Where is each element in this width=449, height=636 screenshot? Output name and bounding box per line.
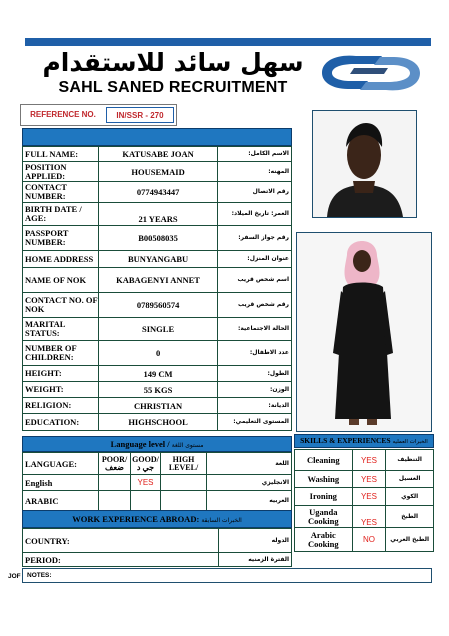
full-body-person-icon [297, 233, 431, 431]
field-label: PASSPORT NUMBER: [23, 226, 99, 251]
table-row [23, 366, 292, 382]
field-label: POSITION APPLIED: [23, 162, 99, 182]
portrait-person-icon [313, 111, 416, 217]
reference-label: REFERENCE NO. [30, 110, 96, 119]
field-value: SINGLE [98, 318, 217, 341]
field-label: BIRTH DATE / AGE: [23, 203, 99, 226]
work-field-label-arabic: الدوله [219, 529, 292, 553]
form-header-band [22, 128, 292, 146]
skill-name-arabic: الغسيل [386, 471, 434, 488]
skill-name: Washing [295, 471, 353, 488]
language-high-header: HIGH LEVEL/ [161, 453, 207, 475]
language-poor-cell [99, 475, 131, 491]
field-label-arabic: رقم جواز السفر: [218, 226, 292, 251]
table-row [295, 528, 434, 552]
work-field-label-arabic: الفترة الزمنيه [219, 553, 292, 567]
language-band-label: Language level / [110, 439, 170, 449]
table-row [23, 553, 292, 567]
table-row [23, 147, 292, 162]
field-label: RELIGION: [23, 398, 99, 414]
table-row [295, 506, 434, 528]
table-row [23, 341, 292, 366]
table-row [23, 398, 292, 414]
field-value: 0 [98, 341, 217, 366]
field-label-arabic: الحالة الاجتماعية: [218, 318, 292, 341]
field-value: 55 KGS [98, 382, 217, 398]
applicant-info-table [22, 146, 292, 431]
field-label: EDUCATION: [23, 414, 99, 431]
field-label: NAME OF NOK [23, 268, 99, 293]
field-value: B00508035 [98, 226, 217, 251]
skills-band-label: SKILLS & EXPERIENCES [300, 436, 391, 445]
language-table [22, 452, 292, 511]
field-label-arabic: رقم شخص قريب [218, 293, 292, 318]
work-field-label: PERIOD: [23, 553, 219, 567]
field-label-arabic: العمر: تاريخ الميلاد: [218, 203, 292, 226]
field-value: 149 CM [98, 366, 217, 382]
table-row [295, 488, 434, 506]
table-row [23, 293, 292, 318]
work-experience-band [22, 510, 292, 528]
field-label: WEIGHT: [23, 382, 99, 398]
language-name: ARABIC [23, 491, 99, 511]
skills-band-label-arabic: الخبرات العمليه [392, 439, 428, 445]
field-label-arabic: الديانة: [218, 398, 292, 414]
field-value: 0774943447 [98, 182, 217, 203]
field-label-arabic: اسم شخص قريب [218, 268, 292, 293]
field-value: 0789560574 [98, 293, 217, 318]
table-row [23, 529, 292, 553]
table-row [295, 450, 434, 471]
language-band-label-arabic: مستوى اللغة [171, 442, 204, 449]
notes-field: NOTES: [22, 568, 432, 583]
skill-answer: NO [352, 528, 386, 552]
field-value: KABAGENYI ANNET [98, 268, 217, 293]
skill-answer: YES [352, 506, 386, 528]
language-poor-cell [99, 491, 131, 511]
skill-name-arabic: الطبخ [386, 506, 434, 528]
skill-name: Arabic Cooking [295, 528, 353, 552]
company-name-arabic: سهل سائد للاستقدام [42, 48, 304, 77]
reference-value: IN/SSR - 270 [106, 107, 174, 123]
skill-answer: YES [352, 471, 386, 488]
field-label-arabic: الوزن: [218, 382, 292, 398]
field-label: MARITAL STATUS: [23, 318, 99, 341]
skill-answer: YES [352, 450, 386, 471]
skill-name: Cleaning [295, 450, 353, 471]
table-row [23, 453, 292, 475]
field-value: HIGHSCHOOL [98, 414, 217, 431]
table-row [23, 414, 292, 431]
field-value: CHRISTIAN [98, 398, 217, 414]
field-label-arabic: المهنه: [218, 162, 292, 182]
skill-name-arabic: الكوي [386, 488, 434, 506]
field-label: HEIGHT: [23, 366, 99, 382]
language-good-cell [131, 491, 161, 511]
table-row [23, 475, 292, 491]
notes-prefix: JOF [8, 573, 21, 580]
work-experience-table [22, 528, 292, 567]
language-poor-header: POOR/ ضعف [99, 453, 131, 475]
table-row [23, 182, 292, 203]
field-label: HOME ADDRESS [23, 251, 99, 268]
company-logo-icon [316, 50, 426, 96]
company-name-english: SAHL SANED RECRUITMENT [58, 79, 288, 96]
skill-name-arabic: الطبخ العربي [386, 528, 434, 552]
table-row [23, 491, 292, 511]
table-row [23, 251, 292, 268]
skill-answer: YES [352, 488, 386, 506]
skill-name-arabic: التنظيف [386, 450, 434, 471]
language-name: English [23, 475, 99, 491]
language-high-cell [161, 475, 207, 491]
work-band-label-arabic: الخبرات السابقة [201, 517, 242, 524]
field-label-arabic: عنوان المنزل: [218, 251, 292, 268]
work-band-label: WORK EXPERIENCE ABROAD: [72, 514, 200, 524]
full-body-photo [296, 232, 432, 432]
language-high-cell [161, 491, 207, 511]
field-label: CONTACT NO. OF NOK [23, 293, 99, 318]
table-row [23, 226, 292, 251]
table-row [23, 203, 292, 226]
language-name-arabic: الانجليزي [207, 475, 292, 491]
table-row [23, 162, 292, 182]
field-label: FULL NAME: [23, 147, 99, 162]
field-label-arabic: رقم الاتصال [218, 182, 292, 203]
table-row [295, 471, 434, 488]
language-header-label: LANGUAGE: [23, 453, 99, 475]
table-row [23, 268, 292, 293]
table-row [23, 318, 292, 341]
field-label-arabic: الاسم الكامل: [218, 147, 292, 162]
language-level-band [22, 436, 292, 452]
field-label-arabic: المستوى التعليمي: [218, 414, 292, 431]
work-field-label: COUNTRY: [23, 529, 219, 553]
language-name-arabic: العربيه [207, 491, 292, 511]
portrait-photo [312, 110, 417, 218]
skill-name: Uganda Cooking [295, 506, 353, 528]
field-value: BUNYANGABU [98, 251, 217, 268]
language-good-cell: YES [131, 475, 161, 491]
field-label: NUMBER OF CHILDREN: [23, 341, 99, 366]
field-value: KATUSABE JOAN [98, 147, 217, 162]
field-value: 21 YEARS [98, 203, 217, 226]
skills-band [294, 434, 434, 448]
skill-name: Ironing [295, 488, 353, 506]
language-good-header: GOOD/جي د [131, 453, 161, 475]
field-label: CONTACT NUMBER: [23, 182, 99, 203]
table-row [23, 382, 292, 398]
field-label-arabic: عدد الاطفال: [218, 341, 292, 366]
field-value: HOUSEMAID [98, 162, 217, 182]
language-header-label-arabic: اللغة [207, 453, 292, 475]
skills-table [294, 449, 434, 552]
header-top-bar [25, 38, 431, 46]
field-label-arabic: الطول: [218, 366, 292, 382]
